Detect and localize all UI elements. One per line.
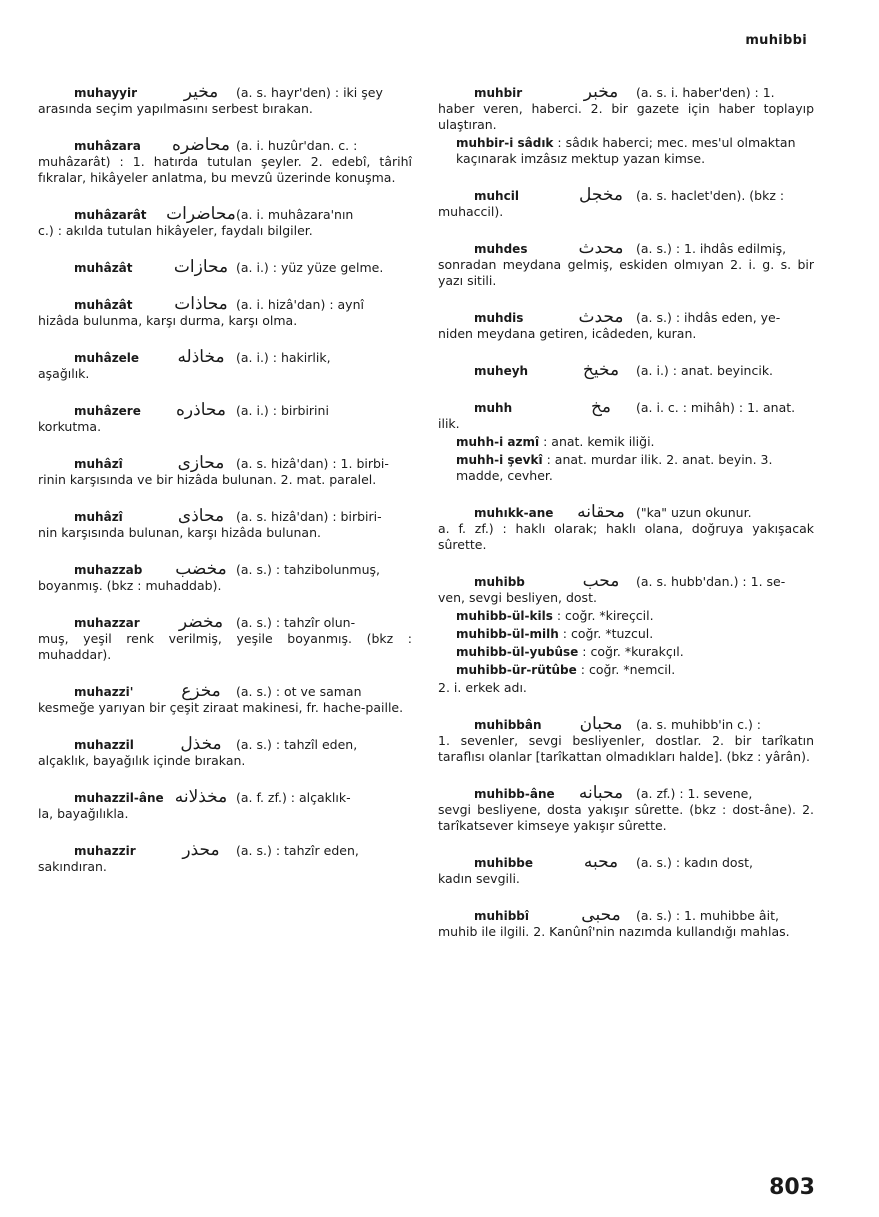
definition: aşağılık. [38,366,90,381]
definition: haber veren, haberci. 2. bir gazete için haber toplayıp ulaştıran. [438,101,814,132]
arabic-script: محبان [579,714,623,734]
running-head: muhibbi [745,33,807,48]
entry-first-line [38,561,412,578]
dictionary-entry [438,785,814,834]
entry-first-line [438,187,814,204]
entry-first-line [438,240,814,257]
arabic-script: محدث [578,238,624,258]
headword: muhazzi' [74,685,134,699]
headword: muhâzele [74,351,140,365]
arabic-script: محاذره [176,400,226,420]
grammar-info: (a. s. i. haber'den) : 1. [636,85,775,100]
definition: korkutma. [38,419,102,434]
grammar-info: (a. s.) : ihdâs eden, ye- [636,310,781,325]
arabic-script: محازی [177,453,225,473]
entry-first-line [38,259,412,276]
dictionary-entry [38,137,412,186]
entry-first-line [38,402,412,419]
headword: muhazzil-âne [74,791,164,805]
headword: muhâzarât [74,208,147,222]
grammar-info: (a. s.) : tahzîl eden, [236,737,358,752]
dictionary-entry [438,309,814,342]
arabic-script: محاذی [177,506,225,526]
definition: muş, yeşil renk verilmiş, yeşile boyanmış. (bkz : muhaddar). [38,631,412,662]
entry-first-line [38,349,412,366]
arabic-script: محبی [581,905,621,925]
arabic-script: مخضب [175,559,227,579]
arabic-script: مخبر [583,82,619,102]
dictionary-entry [38,842,412,875]
grammar-info: (a. s.) : tahzibolunmuş, [236,562,381,577]
dictionary-entry [438,854,814,887]
entry-first-line [38,683,412,700]
entry-first-line [438,399,814,416]
arabic-script: مخذلانه [174,787,228,807]
headword: muhcil [474,189,519,203]
entry-first-line [38,206,412,223]
headword: muhibbe [474,856,534,870]
definition: ilik. [438,416,460,431]
grammar-info: (a. i. muhâzara'nın [236,207,354,222]
definition: kesmeğe yarıyan bir çeşit ziraat makinesi, fr. hache-paille. [38,700,404,715]
sub-headword: muhibb-ür-rütûbe [456,663,577,677]
definition: muhâzarât) : 1. hatırda tutulan şeyler. 2. edebî, târihî fıkralar, hikâyeler anlatma, bu mevzû üzerinde konuşma. [38,154,412,185]
headword: muhıkk-ane [474,506,554,520]
sub-definition: : anat. kemik iliği. [543,434,655,449]
definition: a. f. zf.) : haklı olarak; haklı olana, doğruya yakışacak sûrette. [438,521,814,552]
definition: muhib ile ilgili. 2. Kanûnî'nin nazımda kullandığı mahlas. [438,924,790,939]
arabic-script: محازات [173,257,229,277]
entry-first-line [438,362,814,379]
dictionary-entry [438,573,814,696]
entry-first-line [438,785,814,802]
headword: muhâzî [74,510,123,524]
dictionary-entry [438,907,814,940]
arabic-script: محاذات [174,294,228,314]
arabic-script: مخضر [178,612,224,632]
grammar-info: (a. s. hizâ'dan) : birbiri- [236,509,382,524]
arabic-script: مخير [183,82,219,102]
entry-first-line [38,137,412,154]
grammar-info: (a. i. hizâ'dan) : aynî [236,297,364,312]
entry-first-line [38,296,412,313]
dictionary-entry [38,455,412,488]
definition: rinin karşısında ve bir hizâda bulunan. 2. mat. paralel. [38,472,377,487]
arabic-script: محبه [583,852,619,872]
arabic-script: محاضره [172,135,230,155]
sub-entry [456,662,814,678]
definition: sevgi besliyene, dosta yakışır sûrette. (bkz : dost-âne). 2. tarîkatsever kimseye yakışır sûrette. [438,802,814,833]
headword: muhibb-âne [474,787,555,801]
arabic-script: محذر [182,840,220,860]
definition: la, bayağılıkla. [38,806,129,821]
arabic-script: محاضرات [166,204,236,224]
grammar-info: (a. s. haclet'den). (bkz : [636,188,785,203]
entry-first-line [438,573,814,590]
headword: muhâzât [74,298,133,312]
headword: muhibb [474,575,525,589]
page-number: 803 [769,1175,815,1200]
entry-first-line [38,508,412,525]
grammar-info: (a. zf.) : 1. sevene, [636,786,753,801]
definition: boyanmış. (bkz : muhaddab). [38,578,222,593]
sub-definition: : anat. murdar ilik. 2. anat. beyin. 3. madde, cevher. [456,452,773,483]
dictionary-entry [438,504,814,553]
definition: sonradan meydana gelmiş, eskiden olmıyan 2. i. g. s. bir yazı sitili. [438,257,814,288]
entry-note: 2. i. erkek adı. [438,680,527,695]
sub-definition: : sâdık haberci; mec. mes'ul olmaktan kaçınarak imzâsız mektup yazan kimse. [456,135,796,166]
arabic-script: مخزع [181,681,221,701]
entry-first-line [438,716,814,733]
entry-first-line [38,789,412,806]
dictionary-entry [38,508,412,541]
dictionary-entry [38,561,412,594]
entry-first-line [38,84,412,101]
dictionary-entry [38,736,412,769]
definition: 1. sevenler, sevgi besliyenler, dostlar. 2. bir tarîkatın taraflısı olanlar [tarîkattan olmadıkları halde]. (bkz : yârân). [438,733,814,764]
sub-entry [456,135,814,167]
entry-first-line [38,455,412,472]
dictionary-entry [438,187,814,220]
dictionary-entry [38,614,412,663]
headword: muhâzere [74,404,141,418]
grammar-info: (a. s. hizâ'dan) : 1. birbi- [236,456,389,471]
grammar-info: (a. s.) : tahzîr olun- [236,615,356,630]
headword: muhbir [474,86,523,100]
definition: kadın sevgili. [438,871,520,886]
headword: muhayyir [74,86,137,100]
sub-headword: muhh-i şevkî [456,453,543,467]
definition: niden meydana getiren, icâdeden, kuran. [438,326,697,341]
dictionary-entry [438,240,814,289]
sub-headword: muhh-i azmî [456,435,540,449]
entry-first-line [38,736,412,753]
grammar-info: (a. i.) : birbirini [236,403,329,418]
definition: c.) : akılda tutulan hikâyeler, faydalı bilgiler. [38,223,313,238]
headword: muhazzab [74,563,143,577]
right-column [438,84,814,960]
dictionary-entry [438,399,814,484]
headword: muhazzil [74,738,134,752]
definition: muhaccil). [438,204,504,219]
headword: muhibbân [474,718,542,732]
grammar-info: (a. i.) : anat. beyincik. [636,363,774,378]
sub-definition: : coğr. *nemcil. [580,662,676,677]
definition: sakındıran. [38,859,107,874]
grammar-info: (a. s. hayr'den) : iki şey [236,85,383,100]
headword: muheyh [474,364,529,378]
grammar-info: (a. s.) : kadın dost, [636,855,753,870]
sub-headword: muhibb-ül-milh [456,627,559,641]
dictionary-entry [38,683,412,716]
grammar-info: (a. s. hubb'dan.) : 1. se- [636,574,786,589]
headword: muhâzara [74,139,141,153]
arabic-script: مخذل [180,734,222,754]
definition: ven, sevgi besliyen, dost. [438,590,597,605]
definition: arasında seçim yapılmasını serbest bırakan. [38,101,313,116]
sub-definition: : coğr. *tuzcul. [562,626,654,641]
dictionary-entry [38,259,412,276]
sub-definition: : coğr. *kurakçıl. [582,644,684,659]
grammar-info: (a. s.) : 1. ihdâs edilmiş, [636,241,787,256]
sub-headword: muhibb-ül-kils [456,609,553,623]
grammar-info: ("ka" uzun okunur. [636,505,752,520]
headword: muhh [474,401,513,415]
headword: muhâzât [74,261,133,275]
headword: muhâzî [74,457,123,471]
grammar-info: (a. i.) : hakirlik, [236,350,331,365]
grammar-info: (a. f. zf.) : alçaklık- [236,790,351,805]
definition: nin karşısında bulunan, karşı hizâda bulunan. [38,525,321,540]
dictionary-entry [438,84,814,167]
dictionary-entry [438,362,814,379]
sub-entry [456,452,814,484]
dictionary-entry [38,206,412,239]
sub-headword: muhibb-ül-yubûse [456,645,579,659]
sub-entry [456,434,814,450]
arabic-script: مخ [590,397,612,417]
sub-entry [456,626,814,642]
left-column [38,84,412,895]
grammar-info: (a. i. huzûr'dan. c. : [236,138,358,153]
grammar-info: (a. s.) : tahzîr eden, [236,843,359,858]
dictionary-entry [438,716,814,765]
entry-first-line [438,907,814,924]
arabic-script: مخيخ [582,360,620,380]
arabic-script: مخاذله [177,347,225,367]
sub-headword: muhbir-i sâdık [456,136,554,150]
headword: muhazzar [74,616,140,630]
headword: muhazzir [74,844,136,858]
grammar-info: (a. s.) : ot ve saman [236,684,362,699]
entry-first-line [438,84,814,101]
grammar-info: (a. s. muhibb'in c.) : [636,717,762,732]
arabic-script: محبانه [578,783,624,803]
entry-first-line [438,309,814,326]
dictionary-entry [38,84,412,117]
headword: muhdis [474,311,524,325]
dictionary-entry [38,296,412,329]
arabic-script: محب [582,571,620,591]
entry-first-line [438,504,814,521]
definition: hizâda bulunma, karşı durma, karşı olma. [38,313,298,328]
definition: alçaklık, bayağılık içinde bırakan. [38,753,246,768]
entry-first-line [38,842,412,859]
sub-definition: : coğr. *kireçcil. [556,608,654,623]
entry-first-line [38,614,412,631]
grammar-info: (a. s.) : 1. muhibbe âit, [636,908,779,923]
headword: muhibbî [474,909,529,923]
dictionary-entry [38,402,412,435]
grammar-info: (a. i.) : yüz yüze gelme. [236,260,384,275]
entry-first-line [438,854,814,871]
arabic-script: مخجل [579,185,623,205]
dictionary-entry [38,349,412,382]
arabic-script: محقانه [577,502,625,522]
dictionary-entry [38,789,412,822]
headword: muhdes [474,242,528,256]
arabic-script: محدث [578,307,624,327]
sub-entry [456,644,814,660]
grammar-info: (a. i. c. : mihâh) : 1. anat. [636,400,796,415]
sub-entry [456,608,814,624]
